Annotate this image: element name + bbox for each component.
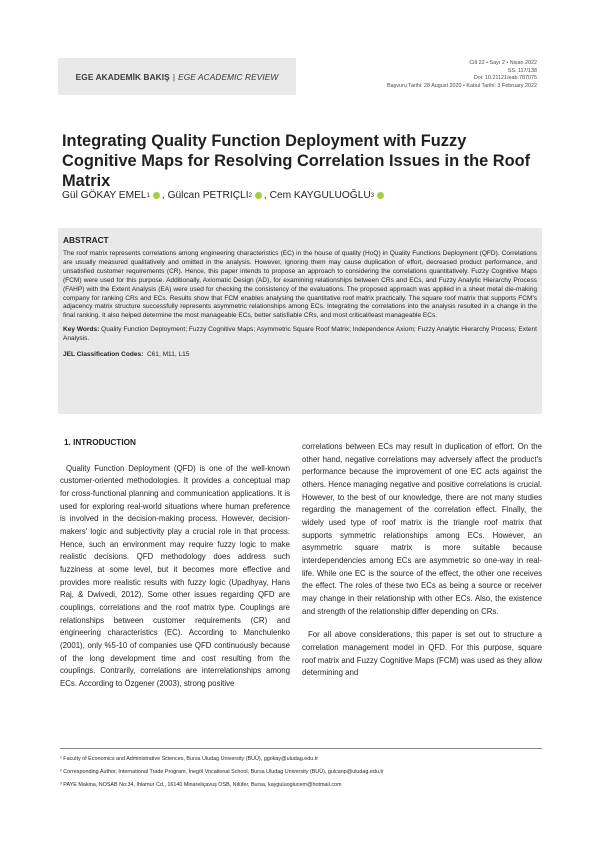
submission-dates: Başvuru Tarihi: 28 August 2020 • Kabul Tarihi: 3 February 2022 — [386, 82, 537, 89]
author-list: Gül GÖKAY EMEL 1 , Gülcan PETRIÇLI 2 , Cem KAYGULUOĞLU 3 — [62, 190, 386, 201]
keywords-label: Key Words: — [63, 326, 100, 334]
abstract-heading: ABSTRACT — [63, 235, 109, 245]
journal-separator: | — [172, 71, 176, 82]
keywords — [63, 326, 537, 344]
page-range: SS. 117/138 — [507, 67, 537, 74]
section-heading: 1. INTRODUCTION — [64, 438, 136, 447]
volume-line: Cilt 22 • Sayı 2 • Nisan 2022 — [469, 60, 537, 66]
paper-title: Integrating Quality Function Deployment with Fuzzy Cognitive Maps for Resolving Correlation Issues in the Roof Matrix — [62, 132, 531, 190]
body-paragraph: Quality Function Deployment (QFD) is one of the well-known customer-oriented methodologies. It provides a conceptual map for cross-functional planning and communication applications. It is used for exploring real-world situations where human preference is involved in the decision-making process. However, decision-makers' logic and subjectivity play a crucial role in that process. Hence, such an environment may require fuzzy logic to make realistic decisions. QFD methodology does address such fuzziness at some level, but it becomes more effective and provides more realistic results with fuzzy logic (Upadhyay, Hans Raj, & Dwivedi, 2012). Some other issues regarding QFD are couplings, correlations and the roof matrix type. Couplings are relationships between customer requirements (CR) and engineering characteristics (EC). According to Manchulenko (2001), only %5-10 of companies use QFD continuously because of the long development time and cost resulting from the couplings. Contrarily, correlations are interrelationships among ECs. According to Özgener (2003), strong positive — [60, 463, 290, 688]
footnotes — [60, 753, 542, 791]
body-paragraph: correlations between ECs may result in duplication of effort. On the other hand, negative correlations may adversely affect the product's performance because the improvement of one EC acts against the others. Hence managing negative and positive correlations is crucial. However, to the best of our knowledge, there are not many studies regarding the management of the correlation effect. Finally, the widely used type of roof matrix is the triangle roof matrix that supports symmetric relationships among ECs. However, an asymmetric square matrix is more suitable because interdependencies among ECs are asymmetric so one-way in real-life. While one EC is the source of the effect, the other one receives the effect. The roles of these two ECs as being a source or receiver may change in their relationship with other ECs. Also, the existence and strength of the relationship differ depending on CRs. — [302, 442, 542, 616]
author-name: Cem KAYGULUOĞLU — [269, 190, 371, 201]
author-name: Gül GÖKAY EMEL — [62, 190, 147, 201]
author-name: Gülcan PETRIÇLI — [167, 190, 249, 201]
doi[interactable]: Doi: 10.21121/eab.787075 — [473, 75, 537, 82]
article-meta — [387, 60, 537, 90]
footnote: ³ PAYE Makina, NOSAB No:34, Ihlamur Cd., 16140 Minareliçavuş OSB, Nilüfer, Bursa, kayguluoglucem@hotmail.com — [60, 781, 342, 788]
orcid-icon[interactable] — [255, 192, 262, 199]
abstract-text: The roof matrix represents correlations among engineering characteristics (EC) in the house of quality (HoQ) in Quality Functions Deployment (QFD). Correlations are usually measured qualitatively and omitted in the analysis. However, ignoring them may cause duplication of effort, decreased product performance, and unsatisfied customer requirements (CR). Hence, this paper intends to propose an approach to considering the correlations quantitatively. Fuzzy Cognitive Maps (FCM) were used for this purpose. Additionally, Axiomatic Design (AD), for examining relationships between CRs and ECs, and Fuzzy Analytic Hierarchy Process (FAHP) with the Extent Analysis (EA) were used for checking the consistency of the evaluations. The proposed approach was applied in a sheet metal die-making company for ranking CRs and ECs. Results show that FCM enables analysing the quantitative roof matrix practically. The square roof matrix that supports FCM's adjacency matrix structure successfully represents asymmetric relationships among ECs. Integrating the correlations into the analysis resulted in a change in the final ranking. It also helped determine the most manageable ECs, better satisfiable CRs, and most critical/least manageable ECs. — [63, 250, 537, 320]
body-column-left — [60, 437, 290, 690]
abstract-panel — [58, 228, 542, 414]
orcid-icon[interactable] — [153, 192, 160, 199]
body-paragraph: For all above considerations, this paper is set out to structure a correlation management model in QFD. For this purpose, square roof matrix and Fuzzy Cognitive Maps (FCM) was used as they allow determining and — [302, 630, 542, 678]
author-separator: , — [263, 190, 267, 201]
jel-list: C61, M11, L15 — [146, 351, 190, 359]
footnote: ² Corresponding Author, International Trade Program, İnegöl Vocational School, Bursa Uludag University (BUÜ), gulcanp@uludag.edu.tr — [60, 768, 384, 775]
author-separator: , — [161, 190, 165, 201]
jel-label: JEL Classification Codes: — [63, 351, 144, 359]
jel-codes — [63, 351, 537, 360]
keywords-list: Quality Function Deployment; Fuzzy Cognitive Maps; Asymmetric Square Roof Matrix; Independence Axiom; Fuzzy Analytic Hierarchy Process; Extent Analysis. — [63, 326, 537, 343]
body-column-right — [302, 441, 542, 680]
journal-name-tr: EGE AKADEMİK BAKIŞ — [75, 71, 170, 82]
journal-header — [58, 58, 296, 95]
orcid-icon[interactable] — [377, 192, 384, 199]
journal-name-en: EGE ACADEMIC REVIEW — [178, 71, 279, 82]
footnote-divider — [60, 748, 542, 749]
footnote: ¹ Faculty of Economics and Administrative Sciences, Bursa Uludag University (BUÜ), ggokay@uludag.edu.tr — [60, 756, 319, 762]
